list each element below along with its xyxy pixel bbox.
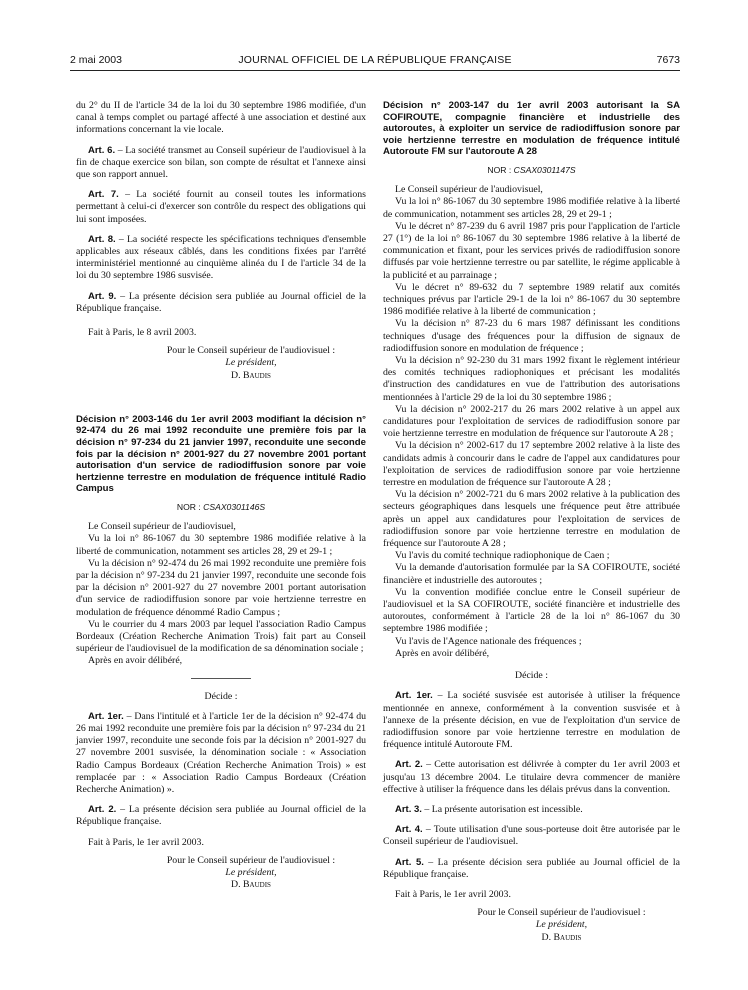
- article-146-1: Art. 1er. – Dans l'intitulé et à l'article 1er de la décision n° 92-474 du 26 mai 1992 reconduite une première fois par la décision n° 97-234 du 21 janvier 1997, reconduite une seconde fois par la décision n° 2001-927 du 27 novembre 2001 susvisée, la dénomination sociale : « Association Radio Campus Bordeaux (Création Recherche Animation Trois) » est remplacée par : « Association Radio Campus Bordeaux (Création Recherche Animation) ».: [76, 710, 366, 796]
- fait-a-paris-2: Fait à Paris, le 1er avril 2003.: [88, 836, 204, 848]
- vu-147-10: Vu la demande d'autorisation formulée par la SA COFIROUTE, société financière et industrielle des autoroutes ;: [383, 562, 680, 586]
- decision-146-title: Décision n° 2003-146 du 1er avril 2003 modifiant la décision n° 92-474 du 26 mai 1992 reconduite une première fois par la décision n° 97-234 du 21 janvier 1997, reconduite une seconde fois par la décision n° 2001-927 du 27 novembre 2001 portant autorisation d'un service de radiodiffusion sonore par voie hertzienne terrestre en modulation de fréquence intitulé Radio Campus: [76, 413, 366, 495]
- signature-pour-2: Pour le Conseil supérieur de l'audiovisuel :: [166, 854, 336, 866]
- signature-pour: Pour le Conseil supérieur de l'audiovisuel :: [166, 345, 336, 357]
- signature-role: Le président,: [225, 357, 277, 369]
- nor-147: NOR : CSAX0301147S: [487, 164, 576, 175]
- vu-147-5: Vu la décision n° 92-230 du 31 mars 1992 fixant le règlement intérieur des comités techniques radiophoniques et précisant les modalités d'instruction des candidatures en vue de l'attribution des autorisations mentionnées à l'article 29 de la loi du 30 septembre 1986 ;: [383, 355, 680, 403]
- article-147-3: Art. 3. – La présente autorisation est incessible.: [395, 803, 583, 815]
- left-column: [76, 100, 366, 892]
- vu-147-11: Vu la convention modifiée conclue entre le Conseil supérieur de l'audiovisuel et la SA COFIROUTE, société financière et industrielle des autoroutes, conformément à l'article 28 de la loi n° 86-1067 du 30 septembre 1986 modifiée ;: [383, 586, 680, 635]
- article-9: Art. 9. – La présente décision sera publiée au Journal officiel de la République française.: [76, 290, 366, 314]
- signature-name-3: D. Baudis: [541, 931, 582, 943]
- article-7: Art. 7. – La société fournit au conseil toutes les informations permettant à celui-ci d'exercer son contrôle du respect des obligations qui lui sont imposées.: [76, 189, 366, 225]
- decision-147-title: Décision n° 2003-147 du 1er avril 2003 autorisant la SA COFIROUTE, compagnie financière et industrielle des autoroutes, à exploiter un service de radiodiffusion sonore par voie hertzienne terrestre en modulation de fréquence intitulé Autoroute FM sur l'autoroute A 28: [383, 100, 680, 158]
- article-147-2: Art. 2. – Cette autorisation est délivrée à compter du 1er avril 2003 et jusqu'au 13 décembre 2004. Le titulaire devra commencer de manière effective à utiliser la fréquence dans les délais prévus dans la convention.: [383, 759, 680, 795]
- article-147-4: Art. 4. – Toute utilisation d'une sous-porteuse doit être autorisée par le Conseil supérieur de l'audiovisuel.: [383, 824, 680, 848]
- vu-147-8: Vu la décision n° 2002-721 du 6 mars 2002 relative à la publication des secteurs géographiques dans lesquels une fréquence peut être attribuée après un appel aux candidatures pour l'exploitation de services de radiodiffusion sonore par voie hertzienne terrestre en modulation de fréquence sur l'autoroute A 28 ;: [383, 489, 680, 550]
- article-146-2: Art. 2. – La présente décision sera publiée au Journal officiel de la République française.: [76, 804, 366, 828]
- vu-147-9: Vu l'avis du comité technique radiophonique de Caen ;: [395, 550, 610, 562]
- vu-147-13: Après en avoir délibéré,: [395, 647, 490, 659]
- header-rule: [70, 70, 680, 71]
- nor-146: NOR : CSAX0301146S: [176, 502, 266, 513]
- vu-146-1: Vu la loi n° 86-1067 du 30 septembre 1986 modifiée relative à la liberté de communication, notamment ses articles 28, 29 et 29-1 ;: [76, 533, 366, 557]
- intro-146: Le Conseil supérieur de l'audiovisuel,: [88, 521, 236, 533]
- signature-role-3: Le président,: [535, 919, 588, 931]
- vu-147-4: Vu la décision n° 87-23 du 6 mars 1987 définissant les conditions techniques d'usage des fréquences pour la diffusion de signaux de radiodiffusion sonore en modulation de fréquence ;: [383, 318, 680, 354]
- vu-147-7: Vu la décision n° 2002-617 du 17 septembre 2002 relative à la liste des candidats admis à concourir dans le cadre de l'appel aux candidatures pour l'exploitation de services de radiodiffusion sonore par voie hertzienne terrestre en modulation de fréquence sur l'autoroute A 28 ;: [383, 440, 680, 489]
- decide-146: Décide :: [204, 690, 238, 702]
- fait-a-paris: Fait à Paris, le 8 avril 2003.: [88, 327, 197, 339]
- right-column: [383, 100, 680, 944]
- vu-146-2: Vu la décision n° 92-474 du 26 mai 1992 reconduite une première fois par la décision n° 97-234 du 21 janvier 1997, reconduite une seconde fois par la décision n° 2001-927 du 27 novembre 2001 portant autorisation d'un service de radiodiffusion sonore par voie hertzienne terrestre en modulation de fréquence dénommé Radio Campus ;: [76, 557, 366, 618]
- vu-147-1: Vu la loi n° 86-1067 du 30 septembre 1986 modifiée relative à la liberté de communication, notamment ses articles 28, 29 et 29-1 ;: [383, 196, 680, 220]
- article-147-5: Art. 5. – La présente décision sera publiée au Journal officiel de la République française.: [383, 856, 680, 880]
- signature-pour-3: Pour le Conseil supérieur de l'audiovisuel :: [477, 907, 646, 919]
- intro-147: Le Conseil supérieur de l'audiovisuel,: [395, 184, 543, 196]
- signature-name-2: D. Baudis: [231, 879, 271, 891]
- section-divider: [191, 678, 251, 679]
- vu-146-3: Vu le courrier du 4 mars 2003 par lequel l'association Radio Campus Bordeaux (Création Recherche Animation Trois) fait part au Conseil supérieur de l'audiovisuel de la modification de sa dénomination sociale ;: [76, 618, 366, 655]
- fait-a-paris-3: Fait à Paris, le 1er avril 2003.: [395, 888, 511, 900]
- signature-name: D. Baudis: [231, 369, 271, 381]
- header-page-number: 7673: [656, 54, 680, 66]
- article-8: Art. 8. – La société respecte les spécifications techniques d'ensemble applicables aux réseaux câblés, dans les conditions fixées par l'arrêté interministériel mentionné au cinquième alinéa du I de l'article 34 de la loi du 30 septembre 1986 susvisée.: [76, 233, 366, 282]
- decide-147: Décide :: [515, 670, 548, 682]
- signature-role-2: Le président,: [225, 867, 277, 879]
- vu-147-2: Vu le décret n° 87-239 du 6 avril 1987 pris pour l'application de l'article 27 (1°) de la loi n° 86-1067 du 30 septembre 1986 relative à la liberté de communication et fixant, pour les services privés de radiodiffusion sonore diffusés par voie hertzienne terrestre ou par satellite, le régime applicable à la publicité et au parrainage ;: [383, 220, 680, 281]
- continued-paragraph: du 2° du II de l'article 34 de la loi du 30 septembre 1986 modifiée, d'un canal à temps complet ou partagé affecté à une association et destiné aux informations concernant la vie locale.: [76, 100, 366, 136]
- article-147-1: Art. 1er. – La société susvisée est autorisée à utiliser la fréquence mentionnée en annexe, conformément à la convention susvisée et à l'annexe de la présente décision, en vue de l'exploitation d'un service de radiodiffusion sonore par voie hertzienne terrestre en modulation de fréquence intitulé Autoroute FM.: [383, 690, 680, 751]
- vu-147-3: Vu le décret n° 89-632 du 7 septembre 1989 relatif aux comités techniques prévus par l'article 29-1 de la loi n° 86-1067 du 30 septembre 1986 modifiée relative à la liberté de communication ;: [383, 281, 680, 318]
- vu-147-6: Vu la décision n° 2002-217 du 26 mars 2002 relative à un appel aux candidatures pour l'exploitation de services de radiodiffusion sonore par voie hertzienne terrestre en modulation de fréquence sur l'autoroute A 28 ;: [383, 403, 680, 440]
- page-header: [70, 54, 680, 68]
- vu-147-12: Vu l'avis de l'Agence nationale des fréquences ;: [395, 635, 582, 647]
- article-6: Art. 6. – La société transmet au Conseil supérieur de l'audiovisuel à la fin de chaque exercice son bilan, son compte de résultat et l'annexe ainsi que son rapport annuel.: [76, 144, 366, 181]
- header-journal-title: JOURNAL OFFICIEL DE LA RÉPUBLIQUE FRANÇAISE: [238, 54, 512, 66]
- header-date: 2 mai 2003: [70, 54, 122, 66]
- vu-146-4: Après en avoir délibéré,: [88, 655, 183, 667]
